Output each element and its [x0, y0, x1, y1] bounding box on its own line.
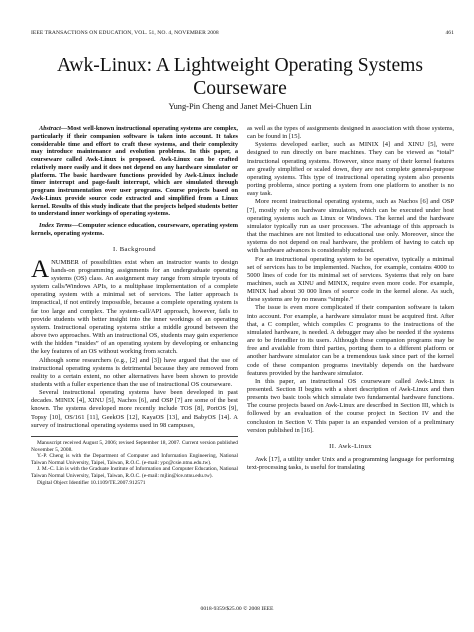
footnote-author-2: J. M.-C. Lin is with the Graduate Institute of Information and Computer Education, National Taiwan Normal University, Taipei, Taiwan, R.O.C. (e-mail: mjlin@ice.ntnu.edu.tw). [31, 466, 238, 479]
running-head-journal: IEEE TRANSACTIONS ON EDUCATION, VOL. 51, NO. 4, NOVEMBER 2008 [31, 30, 219, 36]
left-column [31, 125, 238, 486]
index-terms-text: Computer science education, courseware, operating system kernels, operating systems. [31, 222, 238, 237]
copyright-footer: 0018-9359/$25.00 © 2008 IEEE [200, 606, 274, 612]
abstract-text: Most well-known instructional operating systems are complex, particularly if their companion software is taken into account. It takes considerable time and effort to craft these systems, and their complexity may introduce maintenance and evolution problems. In this paper, a courseware called Awk-Linux is proposed. Awk-Linux can be crafted relatively more easily and it does not depend on any hardware simulator or platform. The basic hardware functions provided by Awk-Linux include timer interrupt and page-fault interrupt, which are simulated through program instrumentation over user programs. Course projects based on Awk-Linux provide source code extracted and simplified from a Linux kernel. Results of this study indicate that the projects helped students better to understand inner workings of operating systems. [31, 125, 238, 218]
body-paragraph: Several instructional operating systems have been developed in past decades. MINIX [4], XINU [5], Nachos [6], and OSP [7] are some of the best known. The systems developed more recently include TOS [8], PortOS [9], Topsy [10], OS/161 [11], GeekOS [12], KayaOS [13], and BabyOS [14]. A survey of instructional operating systems used in 98 campuses, [31, 389, 238, 429]
body-paragraph: For an instructional operating system to be operative, typically a minimal set of services has to be implemented. Nachos, for example, contains 4000 to 5000 lines of code for its minimal set of services. Systems that rely on bare machines, such as XINU and MINIX, require even more code. For example, MINIX had about 30 000 lines of source code in the kernel alone. As such, these systems are by no means “simple.” [247, 255, 454, 304]
footnote-manuscript: Manuscript received August 5, 2006; revised September 18, 2007. Current version published November 5, 2008. [31, 439, 238, 453]
drop-cap: A [31, 255, 50, 283]
abstract [31, 125, 238, 218]
body-paragraph: The issue is even more complicated if their companion software is taken into account. For example, a hardware simulator must be acquired first. After that, a C compiler, which compiles C programs to the instructions of the simulated hardware, is needed. A debugger may also be needed if the systems are to be friendlier to its users. Although these companion programs may be free and available from third parties, porting them to a different platform or another hardware simulator can be a tremendous task since part of the kernel code of these companion programs inevitably depends on the hardware features provided by the hardware simulator. [247, 304, 454, 377]
paper-title: Awk-Linux: A Lightweight Operating Systems Courseware [56, 55, 424, 99]
body-paragraph [31, 255, 238, 357]
section-heading-awk-linux: II. Awk-Linux [329, 442, 372, 450]
paragraph-text: NUMBER of possibilities exist when an instructor wants to design hands-on programming assignments for an undergraduate operating systems (OS) class. An assignment may range from simple tryouts of system calls/Windows APIs, to a multiphase implementation of a complete operating system with a minimal set of services. The latter approach is impractical, if not entirely impossible, because a complete operating system is far too large and complex. The system-call/API approach, however, fails to provide students with better insight into the inner workings of an operating system. Instructional operating systems strike a middle ground between the above two approaches. With an instructional OS, students may gain experience with the hidden “insides” of an operating system by developing or enhancing the key features of an OS without working from scratch. [31, 258, 238, 356]
right-column [247, 125, 454, 472]
footnotes [31, 436, 238, 486]
paper-authors: Yung-Pin Cheng and Janet Mei-Chuen Lin [168, 102, 312, 111]
section-heading-background: I. Background [113, 245, 156, 253]
body-paragraph: More recent instructional operating systems, such as Nachos [6] and OSP [7], mostly rely on hardware simulators, which can be executed under host operating systems such as Linux or Windows. The kernel and the hardware simulator typically run as user processes. The advantage of this approach is that the machines are not limited to educational use only. Moreover, since the systems do not depend on real hardware, the problem of having to catch up with hardware advances is considerably reduced. [247, 198, 454, 255]
index-terms [31, 222, 238, 238]
footnote-doi: Digital Object Identifier 10.1109/TE.2007.912571 [37, 479, 146, 486]
body-paragraph: Although some researchers (e.g., [2] and [3]) have argued that the use of instructional operating systems is detrimental because they are removed from reality to a certain extent, no other alternatives have been shown to provide students with a fuller experience than the use of instructional OS courseware. [31, 356, 238, 388]
footnote-author-1: Y.-P. Cheng is with the Department of Computer and Information Engineering, National Taiwan Normal University, Taipei, Taiwan, R.O.C. (e-mail: ypc@csie.ntnu.edu.tw). [31, 453, 238, 466]
body-paragraph: Awk [17], a utility under Unix and a programming language for performing text-processing tasks, is useful for translating [247, 456, 454, 472]
page-number: 461 [445, 30, 454, 36]
index-terms-lead: Index Terms— [39, 222, 79, 229]
running-header [31, 30, 454, 40]
body-paragraph: Systems developed earlier, such as MINIX [4] and XINU [5], were designed to run directly on bare machines. They can be viewed as “total” instructional operating systems. However, since many of their kernel features are greatly simplified or scaled down, they are not complete general-purpose operating systems. This type of instructional operating system also presents porting problems, since porting a system from one platform to another is no easy task. [247, 141, 454, 198]
body-paragraph: as well as the types of assignments designed in association with those systems, can be found in [15]. [247, 125, 454, 141]
body-paragraph: In this paper, an instructional OS courseware called Awk-Linux is presented. Section II begins with a short description of Awk-Linux and then presents two basic tools which simulate two fundamental hardware functions. The course projects based on Awk-Linux are described in Section III, which is followed by an evaluation of the course project in Section IV and the conclusion in Section V. This paper is an expanded version of a preliminary version published in [16]. [247, 377, 454, 434]
abstract-lead: Abstract— [39, 125, 68, 132]
